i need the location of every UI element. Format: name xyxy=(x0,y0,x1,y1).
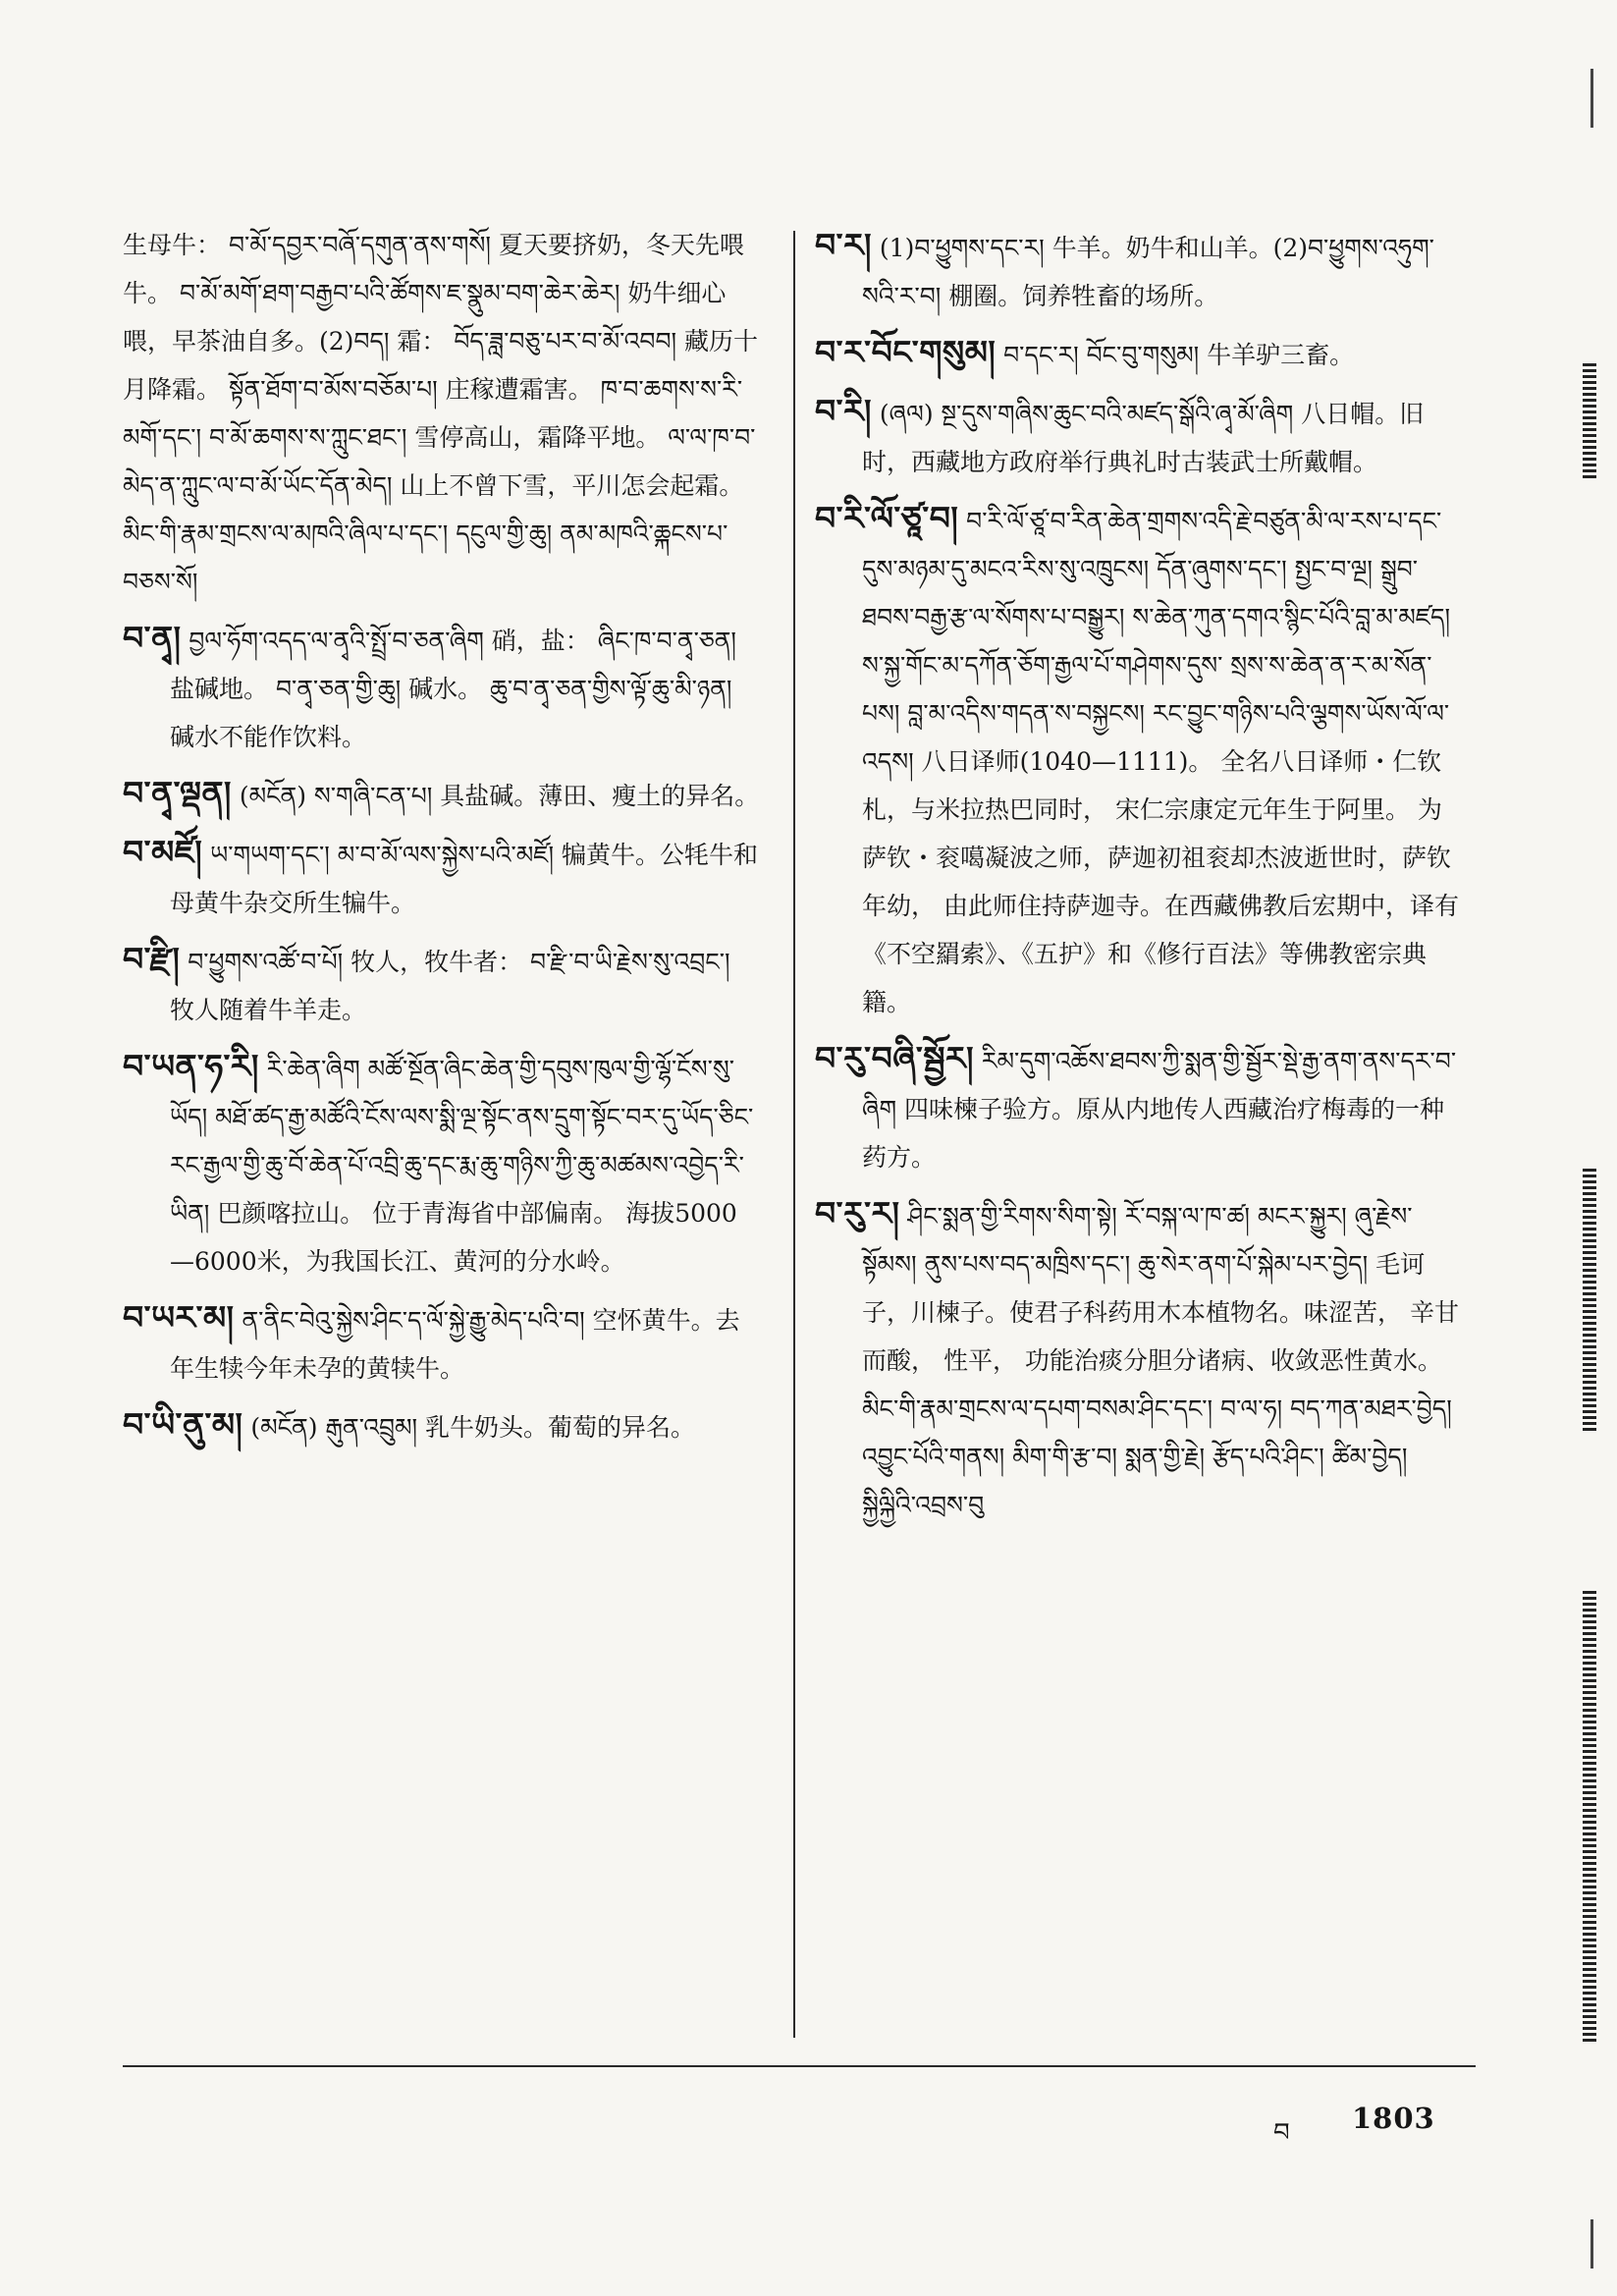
edge-mark xyxy=(1590,69,1593,128)
section-letter: བ xyxy=(1273,2118,1290,2148)
dictionary-entry xyxy=(815,387,1463,486)
entry-text: ཤིང་སྨན་གྱི་རིགས་སིག་སྟེ། རོ་བསྐ་ལ་ཁ་ཚ། མངར་སྐྱུར། ཞུ་རྗེས་སྟོམས། ནུས་པས་བད་མཁྲིས་དང་། ཆུ་སེར་ནག་པོ་སྐེམ་པར་བྱེད། 毛诃子，川楝子。使君子科药用木本植物名。味涩苦， 辛甘而酸， 性平， 功能治痰分胆分诸病、收敛恶性黄水。 མིང་གི་རྣམ་གྲངས་ལ་དཔག་བསམ་ཤིང་དང་། བ་ལ་ཧ། བད་ཀན་མཐར་བྱེད། འབྱུང་པོའི་གནས། མིག་གི་རྩ་བ། སྨན་གྱི་རྗེ། རྩོད་པའི་ཤིང་། ཚིམ་བྱེད། སྐྱིལྐྱིའི་འབྲས་བུ xyxy=(862,1202,1459,1519)
dictionary-entry xyxy=(815,1034,1463,1181)
entry-text: བ་རི་ལོ་ཙཱ་བ་རིན་ཆེན་གྲགས་འདི་རྗེ་བཙུན་མི་ལ་རས་པ་དང་དུས་མཉམ་དུ་མངའ་རིས་སུ་འཁྲུངས། དོན་ཞུགས་དང་། སྤྱང་བ་ལྔ། སྒྲུབ་ཐབས་བརྒྱ་རྩ་ལ་སོགས་པ་བསྒྱུར། ས་ཆེན་ཀུན་དགའ་སྙིང་པོའི་བླ་མ་མཛད། ས་སྐྱ་གོང་མ་དཀོན་ཅོག་རྒྱལ་པོ་གཤེགས་དུས་ སྲས་ས་ཆེན་ན་ར་མ་སོན་པས། བླ་མ་འདིས་གདན་ས་བསྐྱངས། རང་བྱུང་གཉིས་པའི་ལྕགས་ཡོས་ལོ་ལ་འདས། 八日译师(1040—1111)。 全名八日译师・仁钦札，与米拉热巴同时， 宋仁宗康定元年生于阿里。 为萨钦・衮噶凝波之师，萨迦初祖衮却杰波逝世时，萨钦年幼， 由此师住持萨迦寺。在西藏佛教后宏期中，译有《不空羂索》、《五护》和《修行百法》等佛教密宗典籍。 xyxy=(862,507,1459,1016)
dictionary-entry xyxy=(815,1189,1463,1529)
entry-text: རི་ཆེན་ཞིག མཚོ་སྔོན་ཞིང་ཆེན་གྱི་དབུས་ཁུལ་གྱི་ལྷོ་ངོས་སུ་ཡོད། མཐོ་ཚད་རྒྱ་མཚོའི་ངོས་ལས་སྨི་ལྔ་སྟོང་ནས་དྲུག་སྟོང་བར་དུ་ཡོད་ཅིང་ རང་རྒྱལ་གྱི་ཆུ་བོ་ཆེན་པོ་འབྲི་ཆུ་དང་རྨ་ཆུ་གཉིས་ཀྱི་ཆུ་མཚམས་འབྱེད་རི་ཡིན། 巴颜喀拉山。 位于青海省中部偏南。 海拔5000—6000米，为我国长江、黄河的分水岭。 xyxy=(170,1055,754,1276)
dictionary-entry xyxy=(815,221,1463,320)
entry-text: ཡ་གཡག་དང་། མ་བ་མོ་ལས་སྐྱེས་པའི་མཛོ། 犏黄牛。公牦牛和母黄牛杂交所生犏牛。 xyxy=(170,841,758,917)
headword: བ་རི་ལོ་ཙཱ་བ། xyxy=(815,499,959,537)
headword: བ་ཡི་ནུ་མ། xyxy=(123,1405,243,1444)
entry-text: བྱལ་ཧོག་འདད་ལ་ནྭའི་སྤྲོ་བ་ཅན་ཞིག 硝，盐： ཞིང་ཁ་བ་ནྭ་ཅན། 盐碱地。 བ་ནྭ་ཅན་གྱི་ཆུ། 碱水。 ཆུ་བ་ནྭ་ཅན་གྱིས་ལྟོ་ཆུ་མི་ཉན། 碱水不能作饮料。 xyxy=(170,627,736,751)
entry-text: བ་དང་ར། བོང་བུ་གསུམ། 牛羊驴三畜。 xyxy=(1003,341,1355,369)
margin-scan-mark xyxy=(1583,363,1596,481)
headword: བ་ཡན་ཧ་རི། xyxy=(123,1047,259,1085)
headword: བ་ནྭ་ལྡན། xyxy=(123,774,232,812)
headword: བ་རི། xyxy=(815,392,872,430)
entry-text: (མངོན) རྒུན་འབྲུམ། 乳牛奶头。葡萄的异名。 xyxy=(250,1413,696,1442)
headword: བ་ཡར་མ། xyxy=(123,1298,235,1337)
headword: བ་ར། xyxy=(815,226,872,264)
left-column xyxy=(123,221,761,1459)
dictionary-entry xyxy=(123,935,761,1034)
headword: བ་རུ་ར། xyxy=(815,1194,900,1232)
page-number: 1803 xyxy=(1352,2102,1435,2135)
entry-text: 生母牛： བ་མོ་དབྱར་བཞོ་དགུན་ནས་གསོ། 夏天要挤奶，冬天先喂牛。 བ་མོ་མགོ་ཐག་བརྒྱབ་པའི་ཚོགས་ཇ་སྣུམ་བག་ཆེར་ཆེར། 奶牛细心喂，早茶油自多。(2)བད། 霜： བོད་ཟླ་བཅུ་པར་བ་མོ་འབབ། 藏历十月降霜。 སྟོན་ཐོག་བ་མོས་བཅོམ་པ། 庄稼遭霜害。 ཁ་བ་ཆགས་ས་རི་མགོ་དང་། བ་མོ་ཆགས་ས་ཀླུང་ཐང་། 雪停高山，霜降平地。 ལ་ལ་ཁ་བ་མེད་ན་ཀླུང་ལ་བ་མོ་ཡོང་དོན་མེད། 山上不曾下雪，平川怎会起霜。 མིང་གི་རྣམ་གྲངས་ལ་མཁའི་ཞིལ་པ་དང་། དངུལ་གྱི་ཆུ། ནམ་མཁའི་ཆྐངས་པ་བཅས་སོ། xyxy=(123,231,758,596)
entry-text: རིམ་དུག་འཆོས་ཐབས་ཀྱི་སྨན་གྱི་སྦྱོར་སྡེ་རྒྱ་ནག་ནས་དར་བ་ཞིག 四味楝子验方。原从内地传人西藏治疗梅毒的一种药方。 xyxy=(862,1047,1457,1172)
margin-scan-mark xyxy=(1583,1591,1596,2043)
headword: བ་རུ་བཞི་སྦྱོར། xyxy=(815,1039,974,1077)
dictionary-entry xyxy=(815,328,1463,379)
edge-mark xyxy=(1590,2219,1593,2269)
dictionary-entry xyxy=(123,1293,761,1393)
dictionary-entry xyxy=(123,1042,761,1285)
entry-text: ན་ནིང་བེའུ་སྐྱེས་ཤིང་ད་ལོ་སྐྱེ་རྒྱུ་མེད་པའི་བ། 空怀黄牛。去年生犊今年未孕的黄犊牛。 xyxy=(170,1306,740,1383)
dictionary-entry xyxy=(123,1400,761,1451)
margin-scan-mark xyxy=(1583,1169,1596,1434)
entry-text: (མངོན) ས་གཞི་ངན་པ། 具盐碱。薄田、瘦土的异名。 xyxy=(239,782,760,810)
entry-text: (ཞལ) སྔ་དུས་གཞིས་ཆུང་བའི་མཛད་སྒོའི་ཞྭ་མོ་ཞིག 八日帽。旧时，西藏地方政府举行典礼时古装武士所戴帽。 xyxy=(862,400,1425,476)
right-column xyxy=(815,221,1463,1537)
dictionary-entry xyxy=(123,614,761,761)
headword: བ་ནྭ། xyxy=(123,619,182,657)
continued-entry xyxy=(123,221,761,606)
entry-text: (1)བ་ཕྱུགས་དང་ར། 牛羊。奶牛和山羊。(2)བ་ཕྱུགས་འཧུག་སའི་ར་བ། 棚圈。饲养牲畜的场所。 xyxy=(862,234,1434,310)
footer-rule xyxy=(123,2065,1476,2067)
entry-text: བ་ཕྱུགས་འཚོ་བ་པོ། 牧人，牧牛者： བ་རྫི་བ་ཡི་རྗེས་སུ་འབྲང་། 牧人随着牛羊走。 xyxy=(170,948,730,1024)
headword: བ་མཛོ། xyxy=(123,833,203,871)
column-divider xyxy=(793,231,795,2038)
dictionary-entry xyxy=(815,494,1463,1026)
headword: བ་ར་བོང་གསུམ། xyxy=(815,333,997,371)
dictionary-entry xyxy=(123,769,761,820)
headword: བ་རྫི། xyxy=(123,940,181,978)
dictionary-entry xyxy=(123,828,761,927)
